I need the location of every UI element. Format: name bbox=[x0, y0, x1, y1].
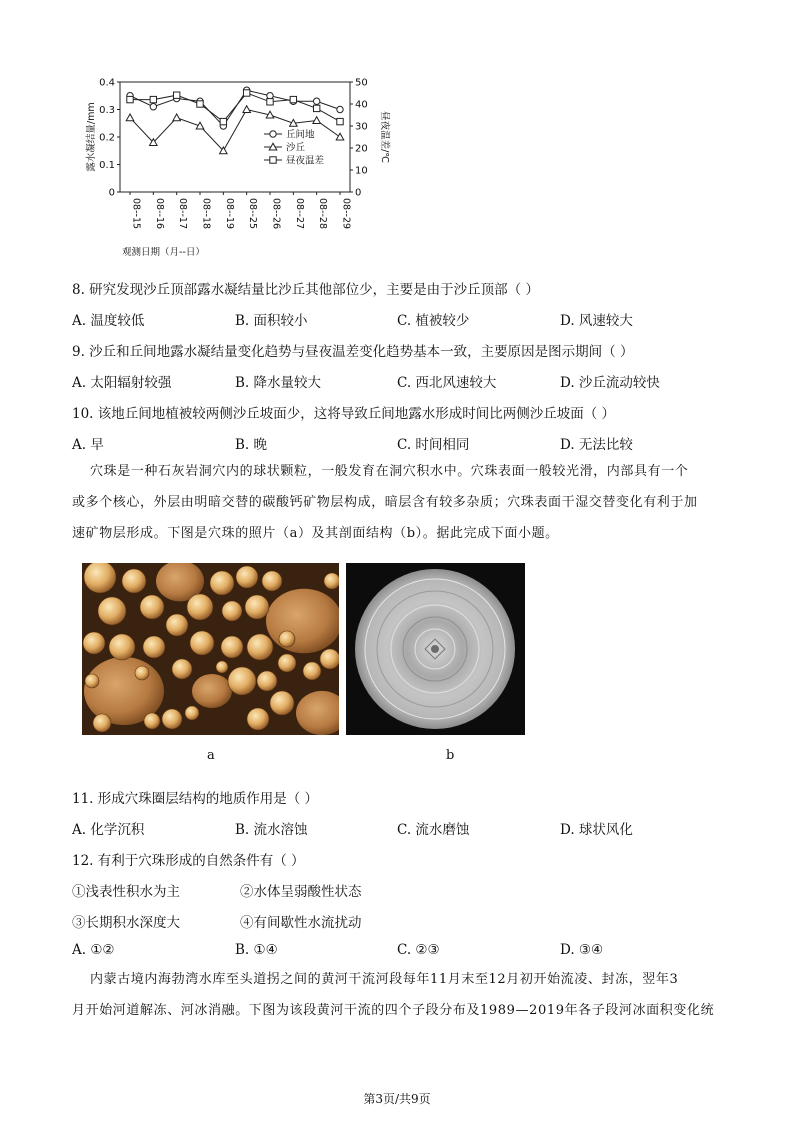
q9-option-b[interactable]: B. 降水量较大 bbox=[235, 375, 322, 391]
x-tick-label: 08--17 bbox=[177, 198, 189, 230]
right-tick-label: 50 bbox=[355, 77, 368, 89]
x-tick-label: 08--28 bbox=[317, 198, 329, 230]
series-1-point bbox=[313, 117, 321, 124]
q8-option-b[interactable]: B. 面积较小 bbox=[235, 313, 308, 329]
q12-option-a[interactable]: A. ①② bbox=[72, 942, 115, 958]
series-2-point bbox=[150, 96, 156, 102]
series-1-point bbox=[243, 106, 251, 113]
cave-pearl bbox=[324, 573, 339, 589]
cave-pearl bbox=[320, 649, 339, 669]
series-0-point bbox=[150, 104, 156, 110]
q9-option-a[interactable]: A. 太阳辐射较强 bbox=[72, 375, 172, 391]
series-1-point bbox=[196, 122, 204, 129]
cave-pearl bbox=[236, 566, 258, 588]
legend-marker bbox=[270, 131, 276, 137]
cave-pearl bbox=[190, 631, 214, 655]
cave-pearl bbox=[257, 671, 277, 691]
x-axis-label: 观测日期（月--日） bbox=[122, 247, 205, 258]
cave-pearl bbox=[93, 714, 111, 732]
series-line-2 bbox=[130, 93, 340, 122]
cave-pearl bbox=[247, 634, 273, 660]
cave-pearl bbox=[172, 659, 192, 679]
passage-yellow-river bbox=[72, 964, 732, 1026]
series-0-point bbox=[337, 106, 343, 112]
cave-pearl bbox=[122, 569, 146, 593]
q12-option-b[interactable]: B. ①④ bbox=[235, 942, 278, 958]
x-tick-label: 08--15 bbox=[130, 198, 142, 230]
cave-pearl bbox=[109, 634, 135, 660]
rough-pearl bbox=[266, 589, 339, 654]
cave-pearl bbox=[210, 571, 234, 595]
q12-item-3: ③长期积水深度大 bbox=[72, 915, 180, 931]
passage1-line-2: 或多个核心，外层由明暗交替的碳酸钙矿物层构成，暗层含有较多杂质；穴珠表面干湿交替变化有利于加 bbox=[72, 495, 698, 510]
series-2-point bbox=[127, 96, 133, 102]
cave-pearl bbox=[221, 636, 243, 658]
q12-option-d[interactable]: D. ③④ bbox=[560, 942, 604, 958]
q10-option-b[interactable]: B. 晚 bbox=[235, 437, 268, 453]
cave-pearl bbox=[262, 571, 282, 591]
cave-pearl bbox=[270, 691, 294, 715]
series-1-point bbox=[336, 133, 344, 140]
q11-option-c[interactable]: C. 流水磨蚀 bbox=[397, 822, 470, 838]
series-2-point bbox=[197, 101, 203, 107]
passage1-line-3: 速矿物层形成。下图是穴珠的照片（a）及其剖面结构（b）。据此完成下面小题。 bbox=[72, 526, 559, 541]
cave-pearl bbox=[162, 709, 182, 729]
cave-pearl bbox=[140, 595, 164, 619]
cave-pearl bbox=[222, 601, 242, 621]
caption-b: b bbox=[446, 748, 455, 763]
cave-pearl bbox=[247, 708, 269, 730]
q8-option-a[interactable]: A. 温度较低 bbox=[72, 313, 145, 329]
series-2-point bbox=[220, 118, 226, 124]
cave-pearl bbox=[303, 662, 321, 680]
right-tick-label: 30 bbox=[355, 121, 368, 133]
caption-a: a bbox=[207, 748, 215, 763]
cave-pearl-cross-section-b bbox=[346, 563, 525, 735]
q9-stem: 9. 沙丘和丘间地露水凝结量变化趋势与昼夜温差变化趋势基本一致，主要原因是图示期间（ ） bbox=[72, 344, 634, 360]
q11-option-a[interactable]: A. 化学沉积 bbox=[72, 822, 145, 838]
cave-pearl bbox=[166, 614, 188, 636]
q10-option-a[interactable]: A. 早 bbox=[72, 437, 104, 453]
left-tick-label: 0.3 bbox=[99, 105, 115, 116]
series-2-point bbox=[337, 118, 343, 124]
left-tick-label: 0 bbox=[108, 187, 115, 199]
q11-option-d[interactable]: D. 球状风化 bbox=[560, 822, 633, 838]
legend-label: 丘间地 bbox=[286, 129, 315, 141]
passage-cave-pearl bbox=[72, 456, 722, 549]
q9-option-c[interactable]: C. 西北风速较大 bbox=[397, 375, 497, 391]
x-tick-label: 08--27 bbox=[293, 198, 305, 230]
q8-option-c[interactable]: C. 植被较少 bbox=[397, 313, 470, 329]
q10-option-d[interactable]: D. 无法比较 bbox=[560, 437, 633, 453]
series-2-point bbox=[267, 99, 273, 105]
legend-label: 昼夜温差 bbox=[286, 155, 325, 167]
x-tick-label: 08--29 bbox=[340, 198, 352, 230]
q8-option-d[interactable]: D. 风速较大 bbox=[560, 313, 633, 329]
q11-option-b[interactable]: B. 流水溶蚀 bbox=[235, 822, 308, 838]
cave-pearl bbox=[216, 661, 228, 673]
q10-option-c[interactable]: C. 时间相同 bbox=[397, 437, 470, 453]
q10-stem: 10. 该地丘间地植被较两侧沙丘坡面少，这将导致丘间地露水形成时间比两侧沙丘坡面（ ） bbox=[72, 406, 616, 422]
cave-pearl bbox=[228, 667, 256, 695]
cave-pearl bbox=[143, 636, 165, 658]
passage1-line-1: 穴珠是一种石灰岩洞穴内的球状颗粒，一般发育在洞穴积水中。穴珠表面一般较光滑，内部具有一个 bbox=[90, 464, 689, 479]
passage2-line-1: 内蒙古境内海勃湾水库至头道拐之间的黄河干流河段每年11月末至12月初开始流凌、封冻，翌年3 bbox=[90, 972, 679, 987]
cave-pearl bbox=[98, 597, 126, 625]
cave-pearl bbox=[187, 594, 213, 620]
cave-pearl bbox=[278, 654, 296, 672]
right-tick-label: 10 bbox=[355, 165, 368, 177]
x-tick-label: 08--18 bbox=[200, 198, 212, 230]
q11-stem: 11. 形成穴珠圈层结构的地质作用是（ ） bbox=[72, 791, 319, 807]
cave-pearl-photo-a bbox=[82, 563, 339, 735]
cave-pearl bbox=[83, 632, 105, 654]
y-axis-left-label: 露水凝结量/mm bbox=[86, 102, 97, 172]
series-0-point bbox=[267, 93, 273, 99]
cave-pearl bbox=[85, 674, 99, 688]
left-tick-label: 0.4 bbox=[99, 77, 115, 89]
left-tick-label: 0.1 bbox=[99, 160, 115, 171]
q12-option-c[interactable]: C. ②③ bbox=[397, 942, 440, 958]
series-2-point bbox=[243, 90, 249, 96]
cave-pearl bbox=[279, 631, 295, 647]
right-tick-label: 40 bbox=[355, 99, 368, 111]
q9-option-d[interactable]: D. 沙丘流动较快 bbox=[560, 375, 660, 391]
cave-pearl bbox=[245, 595, 269, 619]
cave-pearl bbox=[84, 563, 116, 593]
y-axis-right-label: 昼夜温差/℃ bbox=[379, 111, 390, 163]
rough-pearl bbox=[192, 674, 232, 708]
right-tick-label: 0 bbox=[355, 187, 362, 199]
x-tick-label: 08--19 bbox=[223, 198, 235, 230]
x-tick-label: 08--25 bbox=[247, 198, 259, 230]
left-tick-label: 0.2 bbox=[99, 132, 115, 144]
series-1-point bbox=[173, 114, 181, 121]
q12-item-2: ②水体呈弱酸性状态 bbox=[240, 884, 362, 900]
page-footer: 第3页/共9页 bbox=[363, 1092, 431, 1106]
series-0-point bbox=[313, 98, 319, 104]
q12-item-1: ①浅表性积水为主 bbox=[72, 884, 180, 900]
cave-pearl bbox=[144, 713, 160, 729]
q12-item-4: ④有间歇性水流扰动 bbox=[240, 915, 362, 931]
right-tick-label: 20 bbox=[355, 143, 368, 155]
legend-marker bbox=[270, 157, 276, 163]
x-tick-label: 08--26 bbox=[270, 198, 282, 230]
series-2-point bbox=[290, 96, 296, 102]
q12-stem: 12. 有利于穴珠形成的自然条件有（ ） bbox=[72, 853, 305, 869]
passage2-line-2: 月开始河道解冻、河冰消融。下图为该段黄河干流的四个子段分布及1989—2019年各子段河冰面积变化统 bbox=[72, 1003, 715, 1018]
series-2-point bbox=[313, 105, 319, 111]
cave-pearl bbox=[135, 666, 149, 680]
cave-pearl bbox=[185, 706, 199, 720]
legend-label: 沙丘 bbox=[286, 142, 306, 154]
x-tick-label: 08--16 bbox=[153, 198, 165, 230]
q8-stem: 8. 研究发现沙丘顶部露水凝结量比沙丘其他部位少，主要是由于沙丘顶部（ ） bbox=[72, 282, 539, 298]
series-1-point bbox=[126, 114, 134, 121]
series-2-point bbox=[173, 92, 179, 98]
series-line-0 bbox=[130, 90, 340, 126]
dew-temperature-chart bbox=[82, 72, 392, 262]
